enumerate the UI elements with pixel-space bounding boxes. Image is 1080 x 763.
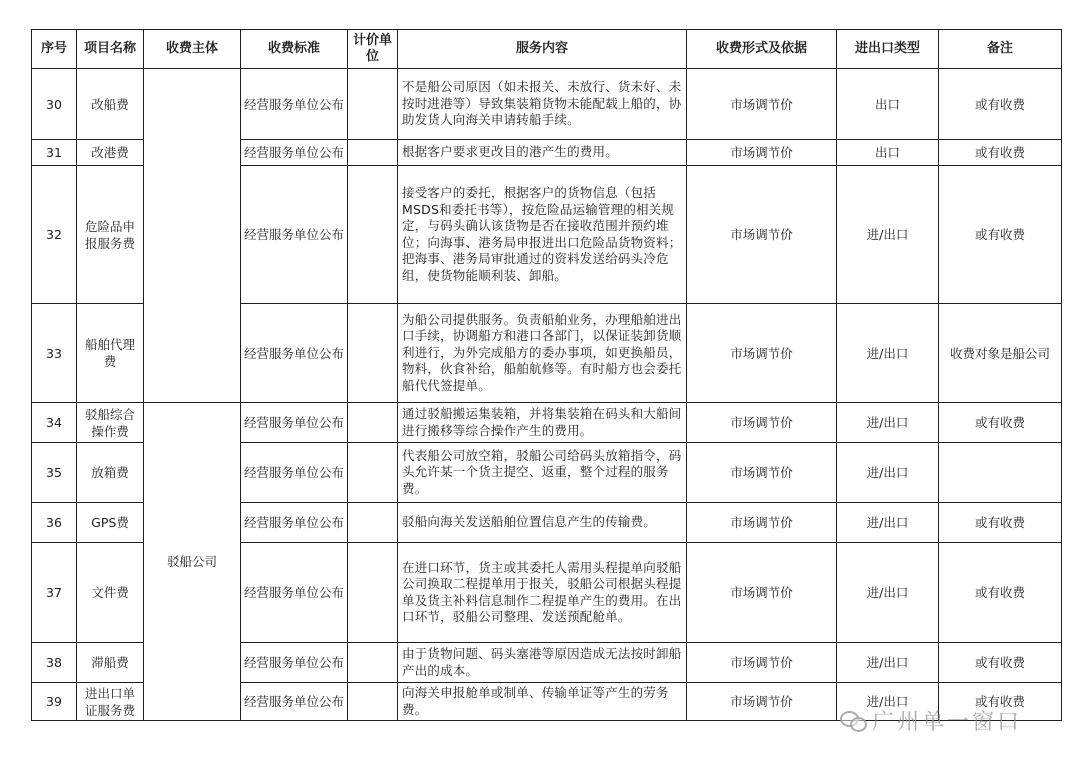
cell-io: 进/出口: [837, 443, 939, 503]
header-remark: 备注: [939, 30, 1062, 69]
cell-content: 通过驳船搬运集装箱，并将集装箱在码头和大船间进行搬移等综合操作产生的费用。: [398, 403, 687, 443]
header-io: 进出口类型: [837, 30, 939, 69]
cell-unit: [348, 140, 398, 166]
cell-standard: 经营服务单位公布: [241, 503, 348, 543]
cell-unit: [348, 683, 398, 721]
cell-io: 出口: [837, 69, 939, 140]
cell-remark: 或有收费: [939, 403, 1062, 443]
cell-no: 37: [32, 543, 77, 643]
cell-remark: 或有收费: [939, 140, 1062, 166]
cell-name: GPS费: [77, 503, 144, 543]
cell-unit: [348, 69, 398, 140]
cell-standard: 经营服务单位公布: [241, 304, 348, 403]
cell-content: 接受客户的委托，根据客户的货物信息（包括MSDS和委托书等），按危险品运输管理的相关规定，与码头确认该货物是否在接收范围并预约堆位；向海事、港务局申报进出口危险品货物资料；把海事、港务局审批通过的资料发送给码头冷危组，使货物能顺利装、卸船。: [398, 166, 687, 304]
cell-standard: 经营服务单位公布: [241, 643, 348, 683]
cell-remark: 或有收费: [939, 503, 1062, 543]
cell-remark: 或有收费: [939, 683, 1062, 721]
cell-remark: 或有收费: [939, 69, 1062, 140]
cell-content: 为船公司提供服务。负责船舶业务，办理船舶进出口手续，协调船方和港口各部门，以保证装卸货顺利进行，为外完成船方的委办事项，如更换船员，物料，伙食补给，船舶航修等。有时船方也会委托船代代签提单。: [398, 304, 687, 403]
watermark: [840, 700, 1050, 740]
cell-io: 进/出口: [837, 643, 939, 683]
header-subject: 收费主体: [144, 30, 241, 69]
cell-no: 35: [32, 443, 77, 503]
cell-content: 向海关申报舱单或制单、传输单证等产生的劳务费。: [398, 683, 687, 721]
table-row: [32, 403, 1062, 443]
cell-no: 31: [32, 140, 77, 166]
cell-io: 进/出口: [837, 543, 939, 643]
header-name: 项目名称: [77, 30, 144, 69]
cell-standard: 经营服务单位公布: [241, 543, 348, 643]
cell-unit: [348, 166, 398, 304]
cell-name: 驳船综合操作费: [77, 403, 144, 443]
cell-form: 市场调节价: [687, 683, 837, 721]
cell-no: 30: [32, 69, 77, 140]
cell-io: 进/出口: [837, 166, 939, 304]
cell-name: 进出口单证服务费: [77, 683, 144, 721]
cell-unit: [348, 643, 398, 683]
cell-standard: 经营服务单位公布: [241, 443, 348, 503]
cell-name: 船舶代理费: [77, 304, 144, 403]
cell-form: 市场调节价: [687, 503, 837, 543]
cell-standard: 经营服务单位公布: [241, 140, 348, 166]
cell-remark: 或有收费: [939, 643, 1062, 683]
cell-content: 代表船公司放空箱，驳船公司给码头放箱指令，码头允许某一个货主提空、返重，整个过程的服务费。: [398, 443, 687, 503]
cell-remark: 或有收费: [939, 543, 1062, 643]
cell-remark: [939, 443, 1062, 503]
cell-remark: 或有收费: [939, 166, 1062, 304]
cell-no: 32: [32, 166, 77, 304]
cell-form: 市场调节价: [687, 140, 837, 166]
cell-io: 进/出口: [837, 403, 939, 443]
cell-io: 进/出口: [837, 503, 939, 543]
header-standard: 收费标准: [241, 30, 348, 69]
cell-subject: 驳船公司: [144, 403, 241, 721]
cell-name: 改船费: [77, 69, 144, 140]
wechat-icon: [840, 709, 866, 731]
header-no: 序号: [32, 30, 77, 69]
cell-no: 33: [32, 304, 77, 403]
cell-io: 出口: [837, 140, 939, 166]
watermark-text: 广州单一窗口: [872, 709, 1023, 735]
cell-content: 在进口环节，货主或其委托人需用头程提单向驳船公司换取二程提单用于报关，驳船公司根据头程提单及货主补料信息制作二程提单产生的费用。在出口环节，驳船公司整理、发送预配舱单。: [398, 543, 687, 643]
header-unit: 计价单位: [348, 30, 398, 69]
table-row: [32, 69, 1062, 140]
cell-form: 市场调节价: [687, 443, 837, 503]
cell-content: 不是船公司原因（如未报关、未放行、货未好、未按时进港等）导致集装箱货物未能配载上船的，协助发货人向海关申请转船手续。: [398, 69, 687, 140]
cell-content: 由于货物问题、码头塞港等原因造成无法按时卸船产出的成本。: [398, 643, 687, 683]
cell-unit: [348, 403, 398, 443]
cell-no: 36: [32, 503, 77, 543]
cell-unit: [348, 304, 398, 403]
cell-content: 驳船向海关发送船舶位置信息产生的传输费。: [398, 503, 687, 543]
cell-io: 进/出口: [837, 304, 939, 403]
cell-form: 市场调节价: [687, 543, 837, 643]
cell-name: 危险品申报服务费: [77, 166, 144, 304]
cell-form: 市场调节价: [687, 403, 837, 443]
header-form: 收费形式及依据: [687, 30, 837, 69]
cell-no: 34: [32, 403, 77, 443]
cell-name: 放箱费: [77, 443, 144, 503]
cell-unit: [348, 443, 398, 503]
cell-form: 市场调节价: [687, 69, 837, 140]
cell-standard: 经营服务单位公布: [241, 683, 348, 721]
cell-remark: 收费对象是船公司: [939, 304, 1062, 403]
cell-standard: 经营服务单位公布: [241, 69, 348, 140]
header-content: 服务内容: [398, 30, 687, 69]
cell-subject-empty: [144, 69, 241, 403]
cell-name: 文件费: [77, 543, 144, 643]
cell-form: 市场调节价: [687, 643, 837, 683]
cell-io: 进/出口: [837, 683, 939, 721]
header-row: [32, 30, 1062, 69]
cell-name: 滞船费: [77, 643, 144, 683]
cell-form: 市场调节价: [687, 166, 837, 304]
cell-content: 根据客户要求更改目的港产生的费用。: [398, 140, 687, 166]
cell-name: 改港费: [77, 140, 144, 166]
cell-unit: [348, 503, 398, 543]
cell-standard: 经营服务单位公布: [241, 166, 348, 304]
cell-standard: 经营服务单位公布: [241, 403, 348, 443]
cell-no: 39: [32, 683, 77, 721]
cell-form: 市场调节价: [687, 304, 837, 403]
fee-table: [31, 29, 1062, 721]
cell-unit: [348, 543, 398, 643]
cell-no: 38: [32, 643, 77, 683]
